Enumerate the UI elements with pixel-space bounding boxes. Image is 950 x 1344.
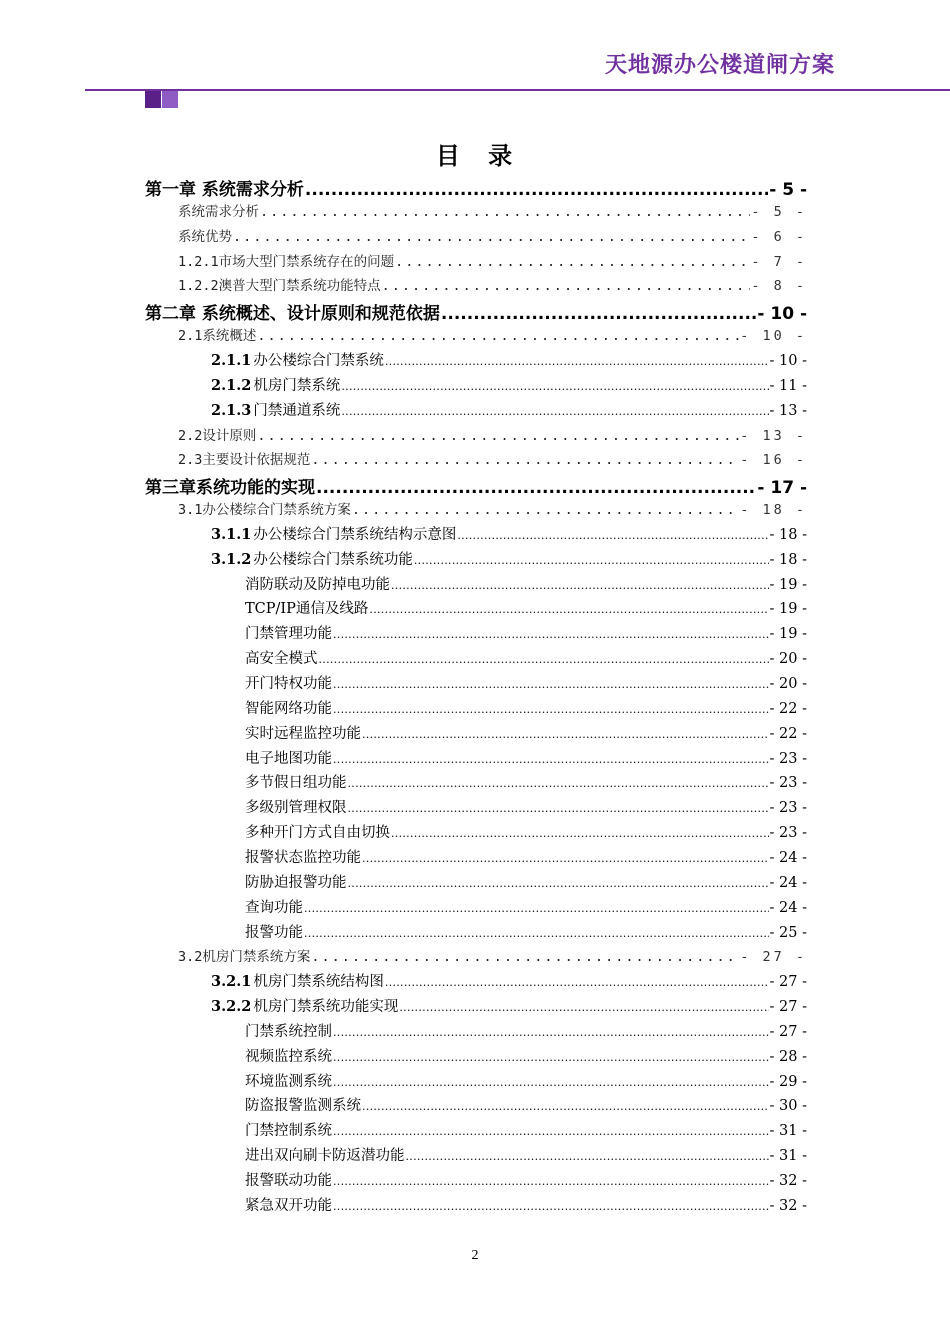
toc-dot-leader (391, 825, 769, 841)
toc-entry-label (245, 697, 332, 717)
toc-entry-text: 办公楼综合门禁系统 (253, 352, 384, 369)
toc-entry-text: 办公楼综合门禁系统功能 (253, 551, 413, 568)
toc-entry-label (245, 896, 303, 916)
toc-entry-label (245, 771, 347, 791)
toc-entry-label (245, 573, 390, 593)
toc-entry-text: 进出双向刷卡防返潜功能 (245, 1148, 405, 1165)
toc-dot-leader (362, 726, 769, 742)
toc-entry-level-3[interactable] (245, 1169, 807, 1189)
toc-entry-label (245, 796, 347, 816)
toc-entry-page: - 10 - (757, 304, 807, 322)
toc-entry-text: 多级别管理权限 (245, 800, 347, 817)
toc-entry-level-1[interactable] (178, 274, 807, 294)
toc-entry-label (245, 1169, 332, 1189)
toc-entry-page: - 23 - (769, 775, 807, 792)
toc-entry-label (178, 424, 256, 444)
toc-entry-label (245, 846, 361, 866)
toc-dot-leader (382, 278, 751, 294)
toc-entry-level-1[interactable] (178, 200, 807, 220)
toc-entry-label (245, 821, 390, 841)
toc-dot-leader (341, 403, 768, 419)
toc-entry-page: - 27 - (769, 999, 807, 1016)
toc-entry-level-3[interactable] (245, 1045, 807, 1065)
toc-entry-label (211, 548, 413, 568)
toc-entry-label (245, 921, 303, 941)
toc-entry-page: - 18 - (740, 502, 807, 519)
toc-entry-number: 3.1.2 (211, 550, 252, 568)
toc-dot-leader (348, 800, 769, 816)
toc-entry-level-2[interactable] (211, 349, 807, 369)
toc-dot-leader (257, 428, 739, 444)
toc-entry-text: 门禁管理功能 (245, 626, 332, 643)
toc-entry-level-3[interactable] (245, 796, 807, 816)
toc-entry-label (245, 1144, 405, 1164)
toc-entry-text: 第三章系统功能的实现 (145, 478, 315, 496)
toc-entry-label (245, 871, 347, 891)
toc-entry-text: 门禁通道系统 (253, 402, 341, 419)
toc-entry-text: 机房门禁系统功能实现 (253, 999, 399, 1016)
toc-dot-leader (348, 775, 769, 791)
toc-entry-level-2[interactable] (211, 399, 807, 419)
toc-entry-page: - 23 - (769, 750, 807, 767)
toc-entry-level-3[interactable] (245, 771, 807, 791)
toc-entry-page: - 27 - (769, 1023, 807, 1040)
toc-entry-label (245, 1020, 332, 1040)
toc-entry-page: - 19 - (769, 626, 807, 643)
toc-entry-text: 门禁控制系统 (245, 1123, 332, 1140)
toc-entry-level-3[interactable] (245, 597, 807, 617)
toc-entry-page: - 11 - (769, 377, 807, 394)
toc-entry-label (211, 995, 398, 1015)
toc-dot-leader (333, 626, 769, 642)
toc-entry-label (178, 324, 256, 344)
toc-dot-leader (257, 328, 739, 344)
toc-dot-leader (414, 552, 769, 568)
toc-entry-label (245, 1045, 332, 1065)
toc-dot-leader (333, 701, 769, 717)
toc-dot-leader (304, 900, 769, 916)
toc-entry-text: 第一章 系统需求分析 (145, 180, 304, 197)
toc-dot-leader (441, 304, 756, 321)
toc-entry-page: - 27 - (740, 949, 807, 966)
toc-entry-level-3[interactable] (245, 697, 807, 717)
toc-entry-page: - 5 - (751, 203, 807, 220)
toc-dot-leader (311, 949, 739, 965)
toc-entry-label (245, 647, 318, 667)
header-decor-square-light (162, 91, 178, 108)
toc-entry-label (245, 747, 332, 767)
toc-entry-level-3[interactable] (245, 1194, 807, 1214)
toc-entry-number: 2.1.2 (211, 376, 252, 394)
toc-entry-page: - 23 - (769, 825, 807, 842)
toc-entry-page: - 10 - (740, 328, 807, 345)
toc-entry-page: - 5 - (769, 180, 807, 197)
toc-entry-text: 实时远程监控功能 (245, 725, 361, 742)
toc-entry-text: 多种开门方式自由切换 (245, 825, 390, 842)
toc-entry-text: TCP/IP通信及线路 (245, 601, 369, 618)
toc-dot-leader (385, 974, 769, 990)
toc-entry-text: 电子地图功能 (245, 750, 332, 767)
toc-entry-label (178, 945, 310, 965)
toc-entry-level-3[interactable] (245, 1119, 807, 1139)
toc-entry-label (245, 622, 332, 642)
toc-dot-leader (233, 229, 750, 245)
toc-entry-page: - 32 - (769, 1197, 807, 1214)
toc-entry-label (245, 722, 361, 742)
toc-dot-leader (333, 676, 769, 692)
toc-entry-text: 3.2机房门禁系统方案 (178, 949, 311, 966)
toc-entry-label (145, 473, 315, 495)
toc-dot-leader (457, 527, 768, 543)
toc-entry-page: - 7 - (751, 253, 807, 270)
toc-entry-text: 系统优势 (178, 228, 232, 245)
toc-entry-page: - 28 - (769, 1048, 807, 1065)
toc-entry-page: - 6 - (751, 228, 807, 245)
toc-dot-leader (352, 502, 739, 518)
toc-entry-level-3[interactable] (245, 846, 807, 866)
toc-entry-level-3[interactable] (245, 871, 807, 891)
toc-entry-level-3[interactable] (245, 622, 807, 642)
toc-entry-page: - 18 - (769, 551, 807, 568)
toc-entry-level-3[interactable] (245, 1020, 807, 1040)
toc-dot-leader (406, 1148, 769, 1164)
toc-entry-number: 2.1.3 (211, 401, 252, 419)
toc-dot-leader (333, 1173, 769, 1189)
toc-dot-leader (369, 601, 768, 617)
toc-entry-level-1[interactable] (178, 945, 807, 965)
toc-entry-text: 第二章 系统概述、设计原则和规范依据 (145, 304, 440, 322)
toc-dot-leader (399, 999, 768, 1015)
toc-entry-text: 机房门禁系统 (253, 377, 341, 394)
toc-entry-label (211, 523, 456, 543)
toc-entry-label (178, 225, 232, 245)
toc-entry-text: 环境监测系统 (245, 1073, 332, 1090)
toc-entry-level-3[interactable] (245, 1144, 807, 1164)
toc-entry-text: 紧急双开功能 (245, 1197, 332, 1214)
toc-entry-level-2[interactable] (211, 374, 807, 394)
toc-dot-leader (311, 452, 739, 468)
toc-entry-page: - 24 - (769, 849, 807, 866)
toc-entry-page: - 19 - (769, 576, 807, 593)
toc-entry-level-1[interactable] (178, 225, 807, 245)
toc-entry-page: - 20 - (769, 676, 807, 692)
toc-entry-level-0[interactable] (145, 473, 807, 495)
toc-entry-text: 高安全模式 (245, 651, 318, 668)
toc-entry-text: 2.2设计原则 (178, 427, 257, 444)
toc-entry-page: - 13 - (740, 427, 807, 444)
page-number: 2 (471, 1248, 479, 1263)
toc-entry-label (245, 1119, 332, 1139)
toc-entry-label (245, 1194, 332, 1214)
toc-entry-number: 3.2.2 (211, 998, 252, 1016)
toc-entry-label (245, 1070, 332, 1090)
toc-entry-level-2[interactable] (211, 523, 807, 543)
toc-entry-label (245, 672, 332, 692)
toc-entry-text: 1.2.2澳普大型门禁系统功能特点 (178, 278, 381, 295)
toc-entry-text: 2.3主要设计依据规范 (178, 452, 311, 469)
toc-dot-leader (333, 1074, 769, 1090)
toc-dot-leader (333, 1198, 769, 1214)
toc-entry-label (145, 175, 304, 197)
toc-entry-page: - 8 - (751, 278, 807, 295)
toc-dot-leader (348, 875, 769, 891)
header-decor-square-dark (145, 91, 161, 108)
toc-entry-page: - 17 - (757, 478, 807, 496)
toc-entry-level-3[interactable] (245, 1094, 807, 1114)
toc-entry-label (211, 349, 384, 369)
toc-entry-text: 门禁系统控制 (245, 1023, 332, 1040)
toc-entry-level-3[interactable] (245, 1070, 807, 1090)
toc-entry-page: - 13 - (769, 402, 807, 419)
toc-dot-leader (305, 180, 768, 197)
toc-entry-text: 视频监控系统 (245, 1048, 332, 1065)
toc-entry-text: 开门特权功能 (245, 676, 332, 692)
toc-entry-page: - 22 - (769, 700, 807, 717)
toc-entry-text: 查询功能 (245, 899, 303, 916)
toc-entry-page: - 24 - (769, 899, 807, 916)
toc-entry-text: 报警联动功能 (245, 1173, 332, 1189)
toc-entry-page: - 31 - (769, 1123, 807, 1140)
toc-entry-text: 防胁迫报警功能 (245, 874, 347, 891)
toc-entry-level-3[interactable] (245, 647, 807, 667)
toc-entry-text: 消防联动及防掉电功能 (245, 576, 390, 593)
toc-entry-label (211, 970, 384, 990)
toc-dot-leader (385, 353, 769, 369)
toc-entry-label (178, 274, 381, 294)
toc-entry-label (178, 448, 310, 468)
toc-entry-level-3[interactable] (245, 821, 807, 841)
toc-entry-label (245, 597, 368, 617)
toc-entry-level-3[interactable] (245, 921, 807, 941)
toc-entry-label (211, 374, 340, 394)
toc-entry-level-3[interactable] (245, 896, 807, 916)
toc-entry-number: 2.1.1 (211, 351, 252, 369)
toc-entry-page: - 31 - (769, 1148, 807, 1165)
toc-entry-level-2[interactable] (211, 995, 807, 1015)
toc-dot-leader (362, 1098, 769, 1114)
toc-entry-page: - 10 - (769, 352, 807, 369)
toc-entry-page: - 20 - (769, 651, 807, 668)
toc-dot-leader (333, 751, 769, 767)
toc-dot-leader (260, 204, 750, 220)
toc-entry-number: 3.1.1 (211, 525, 252, 543)
toc-dot-leader (304, 925, 769, 941)
toc-entry-page: - 18 - (769, 526, 807, 543)
toc-entry-number: 3.2.1 (211, 973, 252, 991)
toc-entry-page: - 24 - (769, 874, 807, 891)
toc-dot-leader (333, 1024, 769, 1040)
toc-entry-page: - 32 - (769, 1173, 807, 1189)
toc-dot-leader (395, 254, 750, 270)
toc-entry-page: - 16 - (740, 452, 807, 469)
toc-entry-level-1[interactable] (178, 498, 807, 518)
toc-entry-level-2[interactable] (211, 970, 807, 990)
toc-dot-leader (362, 850, 769, 866)
toc-entry-level-1[interactable] (178, 324, 807, 344)
toc-dot-leader (316, 478, 756, 495)
toc-dot-leader (333, 1049, 769, 1065)
toc-entry-level-2[interactable] (211, 548, 807, 568)
toc-dot-leader (391, 577, 769, 593)
toc-entry-text: 报警状态监控功能 (245, 849, 361, 866)
toc-entry-text: 报警功能 (245, 924, 303, 941)
toc-entry-label (178, 250, 394, 270)
toc-entry-text: 智能网络功能 (245, 700, 332, 717)
toc-entry-page: - 23 - (769, 800, 807, 817)
toc-entry-level-1[interactable] (178, 424, 807, 444)
toc-entry-page: - 29 - (769, 1073, 807, 1090)
toc-entry-page: - 27 - (769, 974, 807, 991)
toc-entry-label (178, 498, 351, 518)
document-header-title: 天地源办公楼道闸方案 (604, 53, 835, 78)
toc-entry-text: 防盗报警监测系统 (245, 1098, 361, 1115)
toc-entry-text: 3.1办公楼综合门禁系统方案 (178, 502, 351, 519)
toc-entry-level-3[interactable] (245, 722, 807, 742)
toc-entry-page: - 19 - (769, 601, 807, 618)
toc-dot-leader (341, 378, 768, 394)
toc-entry-text: 多节假日组功能 (245, 775, 347, 792)
toc-entry-text: 2.1系统概述 (178, 328, 257, 345)
toc-entry-label (145, 299, 440, 321)
header-rule (85, 89, 950, 91)
toc-dot-leader (333, 1123, 769, 1139)
toc-entry-page: - 25 - (769, 924, 807, 941)
toc-title: 目 录 (435, 142, 523, 170)
toc-entry-text: 1.2.1市场大型门禁系统存在的问题 (178, 253, 395, 270)
toc-entry-level-0[interactable] (145, 299, 807, 321)
toc-entry-text: 机房门禁系统结构图 (253, 974, 384, 991)
toc-entry-level-3[interactable] (245, 573, 807, 593)
toc-entry-level-3[interactable] (245, 747, 807, 767)
toc-entry-level-1[interactable] (178, 250, 807, 270)
toc-entry-label (178, 200, 259, 220)
toc-dot-leader (319, 651, 769, 667)
toc-entry-level-1[interactable] (178, 448, 807, 468)
toc-entry-level-0[interactable] (145, 175, 807, 197)
toc-entry-label (245, 1094, 361, 1114)
toc-entry-page: - 22 - (769, 725, 807, 742)
toc-entry-label (211, 399, 340, 419)
toc-entry-text: 办公楼综合门禁系统结构示意图 (253, 526, 457, 543)
toc-entry-page: - 30 - (769, 1098, 807, 1115)
toc-entry-level-3[interactable] (245, 672, 807, 692)
toc-entry-text: 系统需求分析 (178, 203, 259, 220)
